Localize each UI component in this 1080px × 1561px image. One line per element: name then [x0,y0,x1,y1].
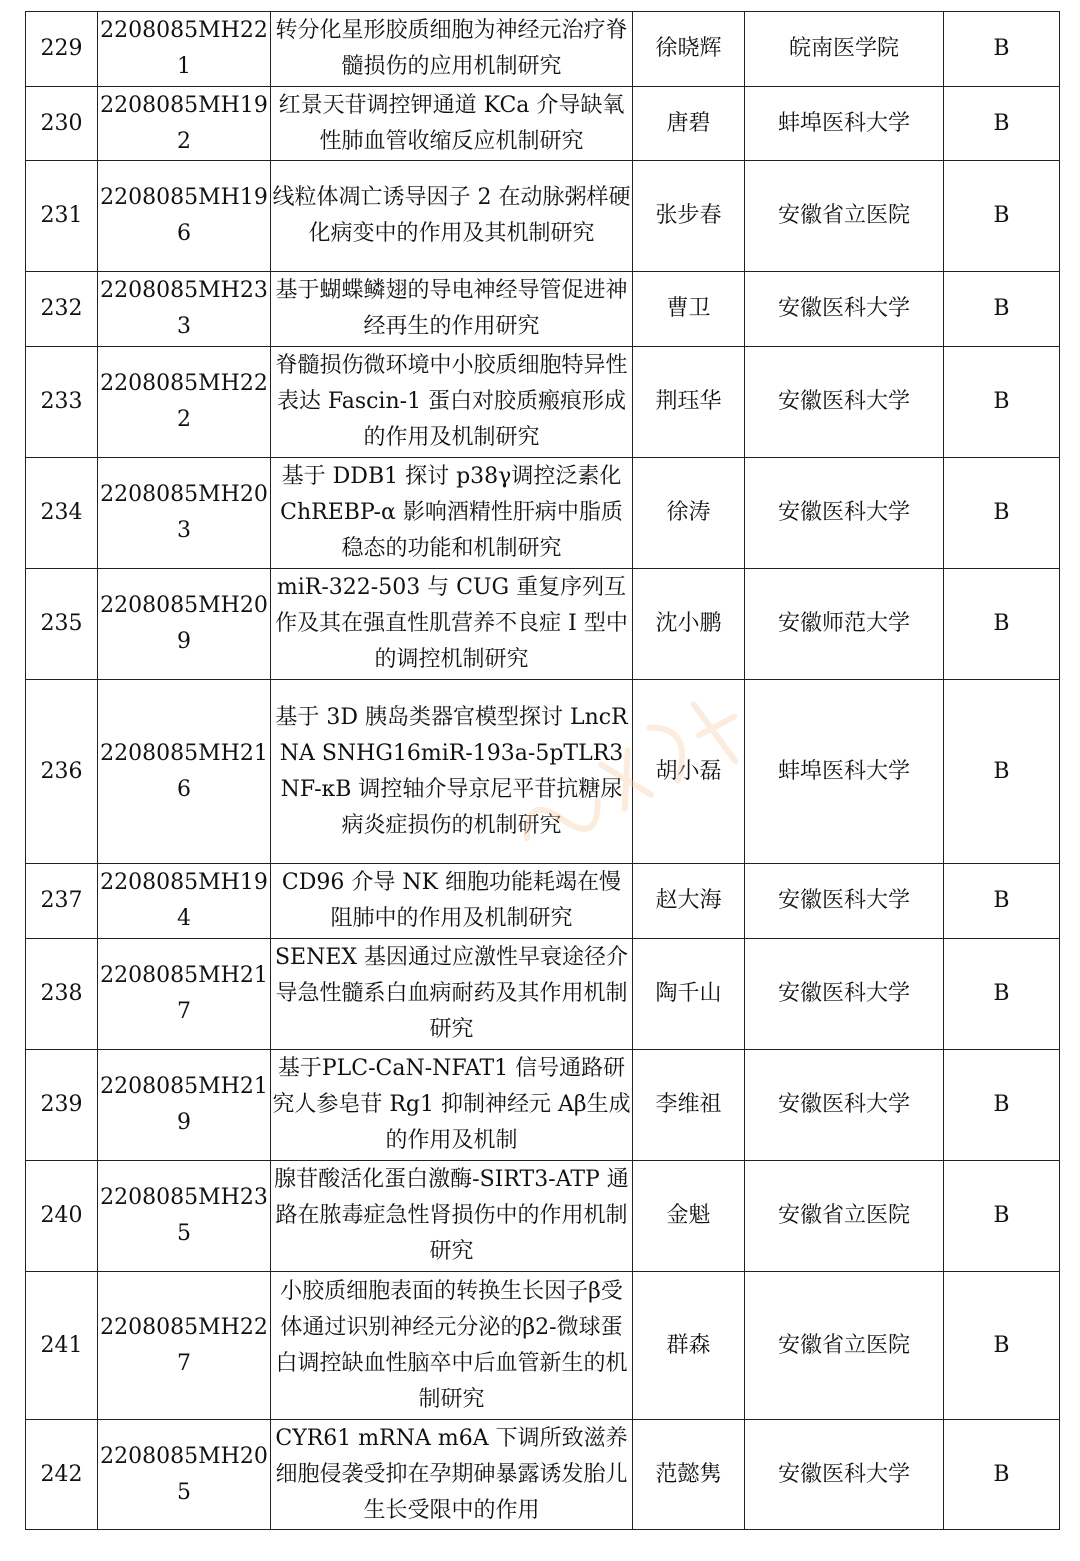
cell-institution: 皖南医学院 [745,12,944,87]
cell-project-title: 基于蝴蝶鳞翅的导电神经导管促进神经再生的作用研究 [271,272,633,347]
cell-number: 236 [26,680,98,864]
cell-number: 233 [26,347,98,458]
cell-project-id: 2208085MH216 [98,680,271,864]
cell-grade: B [944,161,1060,272]
cell-principal: 群森 [633,1272,745,1420]
cell-principal: 陶千山 [633,939,745,1050]
cell-number: 238 [26,939,98,1050]
cell-project-title: 转分化星形胶质细胞为神经元治疗脊髓损伤的应用机制研究 [271,12,633,87]
table-row [26,939,1060,1050]
cell-project-title: CYR61 mRNA m6A 下调所致滋养细胞侵袭受抑在孕期砷暴露诱发胎儿生长受限中的作用 [271,1420,633,1530]
cell-grade: B [944,680,1060,864]
cell-project-title: miR-322-503 与 CUG 重复序列互作及其在强直性肌营养不良症 I 型中的调控机制研究 [271,569,633,680]
cell-institution: 蚌埠医科大学 [745,87,944,161]
cell-project-title: 线粒体凋亡诱导因子 2 在动脉粥样硬化病变中的作用及其机制研究 [271,161,633,272]
cell-number: 230 [26,87,98,161]
table-row [26,458,1060,569]
cell-project-title: SENEX 基因通过应激性早衰途径介导急性髓系白血病耐药及其作用机制研究 [271,939,633,1050]
cell-principal: 曹卫 [633,272,745,347]
cell-grade: B [944,347,1060,458]
cell-principal: 胡小磊 [633,680,745,864]
table-row [26,12,1060,87]
cell-institution: 安徽医科大学 [745,272,944,347]
table-body [26,12,1060,1530]
cell-number: 234 [26,458,98,569]
cell-number: 237 [26,864,98,939]
cell-project-id: 2208085MH235 [98,1161,271,1272]
cell-number: 231 [26,161,98,272]
table-row [26,87,1060,161]
cell-project-id: 2208085MH219 [98,1050,271,1161]
cell-institution: 安徽医科大学 [745,1050,944,1161]
table-row [26,1161,1060,1272]
cell-institution: 安徽医科大学 [745,458,944,569]
cell-institution: 安徽省立医院 [745,1161,944,1272]
cell-number: 235 [26,569,98,680]
cell-grade: B [944,1161,1060,1272]
cell-project-title: 基于 DDB1 探讨 p38γ调控泛素化 ChREBP-α 影响酒精性肝病中脂质稳态的功能和机制研究 [271,458,633,569]
projects-table [25,11,1060,1530]
cell-number: 240 [26,1161,98,1272]
table-row [26,347,1060,458]
cell-principal: 金魁 [633,1161,745,1272]
cell-grade: B [944,458,1060,569]
table-row [26,569,1060,680]
cell-principal: 唐碧 [633,87,745,161]
cell-grade: B [944,12,1060,87]
table-row [26,1050,1060,1161]
cell-grade: B [944,569,1060,680]
cell-number: 232 [26,272,98,347]
cell-project-title: 小胶质细胞表面的转换生长因子β受体通过识别神经元分泌的β2-微球蛋白调控缺血性脑卒中后血管新生的机制研究 [271,1272,633,1420]
cell-project-id: 2208085MH209 [98,569,271,680]
cell-project-title: 腺苷酸活化蛋白激酶-SIRT3-ATP 通路在脓毒症急性肾损伤中的作用机制研究 [271,1161,633,1272]
cell-project-id: 2208085MH227 [98,1272,271,1420]
cell-institution: 安徽医科大学 [745,939,944,1050]
cell-number: 229 [26,12,98,87]
table-row [26,680,1060,864]
cell-project-id: 2208085MH192 [98,87,271,161]
cell-institution: 安徽师范大学 [745,569,944,680]
cell-project-title: CD96 介导 NK 细胞功能耗竭在慢阻肺中的作用及机制研究 [271,864,633,939]
cell-number: 239 [26,1050,98,1161]
cell-project-id: 2208085MH221 [98,12,271,87]
table-row [26,1420,1060,1530]
cell-project-title: 基于 3D 胰岛类器官模型探讨 LncRNA SNHG16miR-193a-5pTLR3 NF-κB 调控轴介导京尼平苷抗糖尿病炎症损伤的机制研究 [271,680,633,864]
cell-institution: 安徽医科大学 [745,1420,944,1530]
cell-project-id: 2208085MH217 [98,939,271,1050]
cell-project-title: 脊髓损伤微环境中小胶质细胞特异性表达 Fascin-1 蛋白对胶质瘢痕形成的作用及机制研究 [271,347,633,458]
cell-principal: 徐晓辉 [633,12,745,87]
cell-principal: 荆珏华 [633,347,745,458]
cell-number: 242 [26,1420,98,1530]
table-row [26,161,1060,272]
cell-grade: B [944,1272,1060,1420]
cell-number: 241 [26,1272,98,1420]
cell-principal: 徐涛 [633,458,745,569]
cell-project-title: 基于PLC-CaN-NFAT1 信号通路研究人参皂苷 Rg1 抑制神经元 Aβ生成的作用及机制 [271,1050,633,1161]
cell-principal: 张步春 [633,161,745,272]
cell-project-id: 2208085MH233 [98,272,271,347]
cell-institution: 安徽省立医院 [745,1272,944,1420]
cell-grade: B [944,939,1060,1050]
cell-principal: 赵大海 [633,864,745,939]
cell-institution: 安徽医科大学 [745,864,944,939]
cell-project-id: 2208085MH196 [98,161,271,272]
cell-grade: B [944,864,1060,939]
cell-grade: B [944,1420,1060,1530]
cell-principal: 李维祖 [633,1050,745,1161]
cell-institution: 安徽医科大学 [745,347,944,458]
cell-grade: B [944,272,1060,347]
cell-institution: 安徽省立医院 [745,161,944,272]
cell-grade: B [944,87,1060,161]
cell-grade: B [944,1050,1060,1161]
cell-project-title: 红景天苷调控钾通道 KCa 介导缺氧性肺血管收缩反应机制研究 [271,87,633,161]
cell-project-id: 2208085MH222 [98,347,271,458]
table-row [26,864,1060,939]
cell-project-id: 2208085MH205 [98,1420,271,1530]
cell-principal: 范懿隽 [633,1420,745,1530]
table-row [26,1272,1060,1420]
cell-project-id: 2208085MH194 [98,864,271,939]
cell-institution: 蚌埠医科大学 [745,680,944,864]
cell-project-id: 2208085MH203 [98,458,271,569]
table-row [26,272,1060,347]
cell-principal: 沈小鹏 [633,569,745,680]
